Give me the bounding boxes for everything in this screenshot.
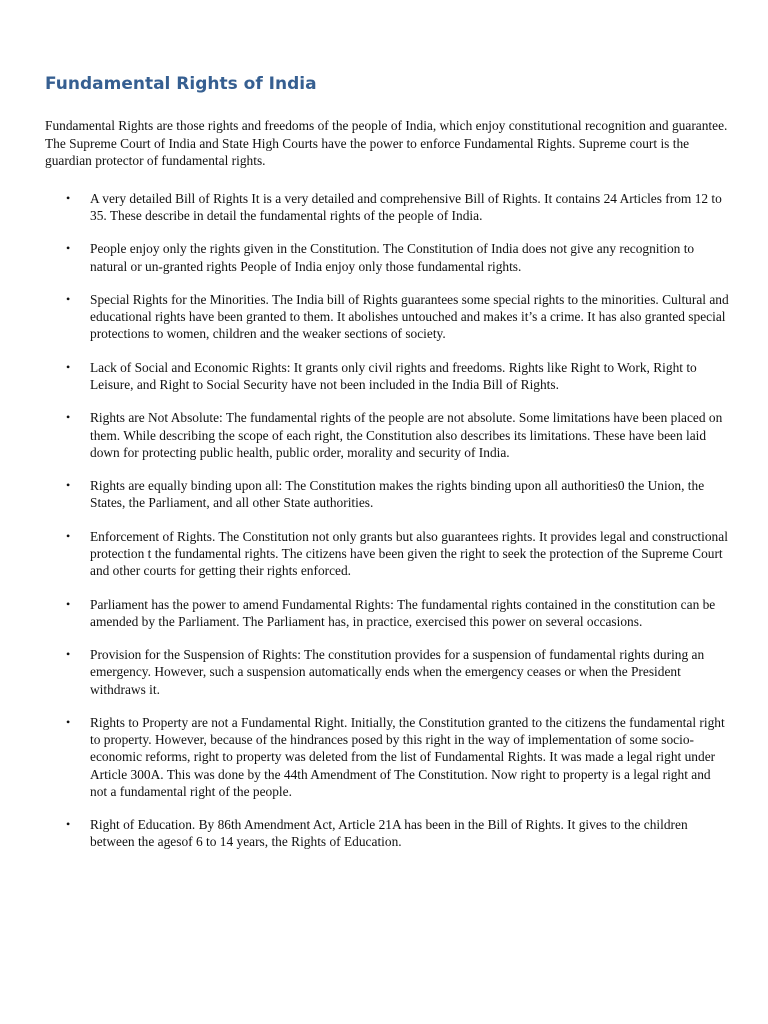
list-item-text: Rights are equally binding upon all: The Constitution makes the rights binding upon all authorities0 the Union, the States, the Parliament, and all other State authorities. — [90, 478, 705, 511]
bullet-icon: • — [66, 528, 71, 543]
bullet-icon: • — [66, 291, 71, 306]
bullet-icon: • — [66, 596, 71, 611]
bullet-icon: • — [66, 359, 71, 374]
document-page — [45, 72, 729, 867]
bullet-list — [45, 190, 729, 851]
list-item-text: People enjoy only the rights given in the Constitution. The Constitution of India does not give any recognition to natural or un-granted rights People of India enjoy only those fundamental rights. — [90, 241, 695, 274]
document-title: Fundamental Rights of India — [45, 74, 317, 94]
bullet-icon: • — [66, 410, 71, 425]
intro-paragraph: Fundamental Rights are those rights and freedoms of the people of India, which enjoy constitutional recognition and guarantee. The Supreme Court of India and State High Courts have the power to enforce Fundamental Rights. Supreme court is the guardian protector of fundamental rights. — [45, 118, 728, 169]
list-item-text: Special Rights for the Minorities. The India bill of Rights guarantees some special rights to the minorities. Cultural and educational rights have been granted to them. It abolishes untouched and makes it’s a crime. It has also granted special protections to women, children and the weaker sections of society. — [90, 291, 729, 342]
bullet-icon: • — [66, 817, 71, 832]
list-item-text: Provision for the Suspension of Rights: The constitution provides for a suspension of fundamental rights during an emergency. However, such a suspension automatically ends when the emergency ceases or when the President withdraws it. — [90, 647, 705, 697]
list-item-text: Lack of Social and Economic Rights: It grants only civil rights and freedoms. Rights like Right to Work, Right to Leisure, and Right to Social Security have not been included in the India Bill of Rights. — [90, 359, 697, 392]
list-item — [45, 816, 729, 850]
list-item — [45, 409, 729, 461]
list-item-text: Parliament has the power to amend Fundamental Rights: The fundamental rights contained in the constitution can be amended by the Parliament. The Parliament has, in practice, exercised this power on several occasions. — [90, 596, 716, 629]
list-item — [45, 714, 729, 800]
list-item-text: Rights to Property are not a Fundamental Right. Initially, the Constitution granted to the citizens the fundamental right to property. However, because of the hindrances posed by this right in the way of implementation of some socio-economic reforms, right to property was deleted from the list of Fundamental Rights. It was made a legal right under Article 300A. This was done by the 44th Amendment of The Constitution. Now right to property is a legal right and not a fundamental right of the people. — [90, 714, 725, 799]
bullet-icon: • — [66, 647, 71, 662]
list-item — [45, 528, 729, 580]
list-item — [45, 240, 729, 274]
list-item — [45, 646, 729, 698]
list-item — [45, 596, 729, 630]
list-item-text: Rights are Not Absolute: The fundamental rights of the people are not absolute. Some limitations have been placed on them. While describing the scope of each right, the Constitution also describes its limitations. These have been laid down for protecting public health, public order, morality and security of India. — [90, 410, 723, 460]
list-item-text: Enforcement of Rights. The Constitution not only grants but also guarantees rights. It provides legal and constructional protection t the fundamental rights. The citizens have been given the right to seek the protection of the Supreme Court and other courts for getting their rights enforced. — [90, 528, 728, 579]
bullet-icon: • — [66, 478, 71, 493]
list-item — [45, 291, 729, 343]
list-item-text: A very detailed Bill of Rights It is a very detailed and comprehensive Bill of Rights. It contains 24 Articles from 12 to 35. These describe in detail the fundamental rights of the people of India. — [90, 190, 722, 223]
bullet-icon: • — [66, 190, 71, 205]
list-item — [45, 359, 729, 393]
list-item — [45, 477, 729, 511]
list-item-text: Right of Education. By 86th Amendment Act, Article 21A has been in the Bill of Rights. It gives to the children between the agesof 6 to 14 years, the Rights of Education. — [90, 817, 688, 850]
bullet-icon: • — [66, 714, 71, 729]
list-item — [45, 190, 729, 224]
bullet-icon: • — [66, 241, 71, 256]
